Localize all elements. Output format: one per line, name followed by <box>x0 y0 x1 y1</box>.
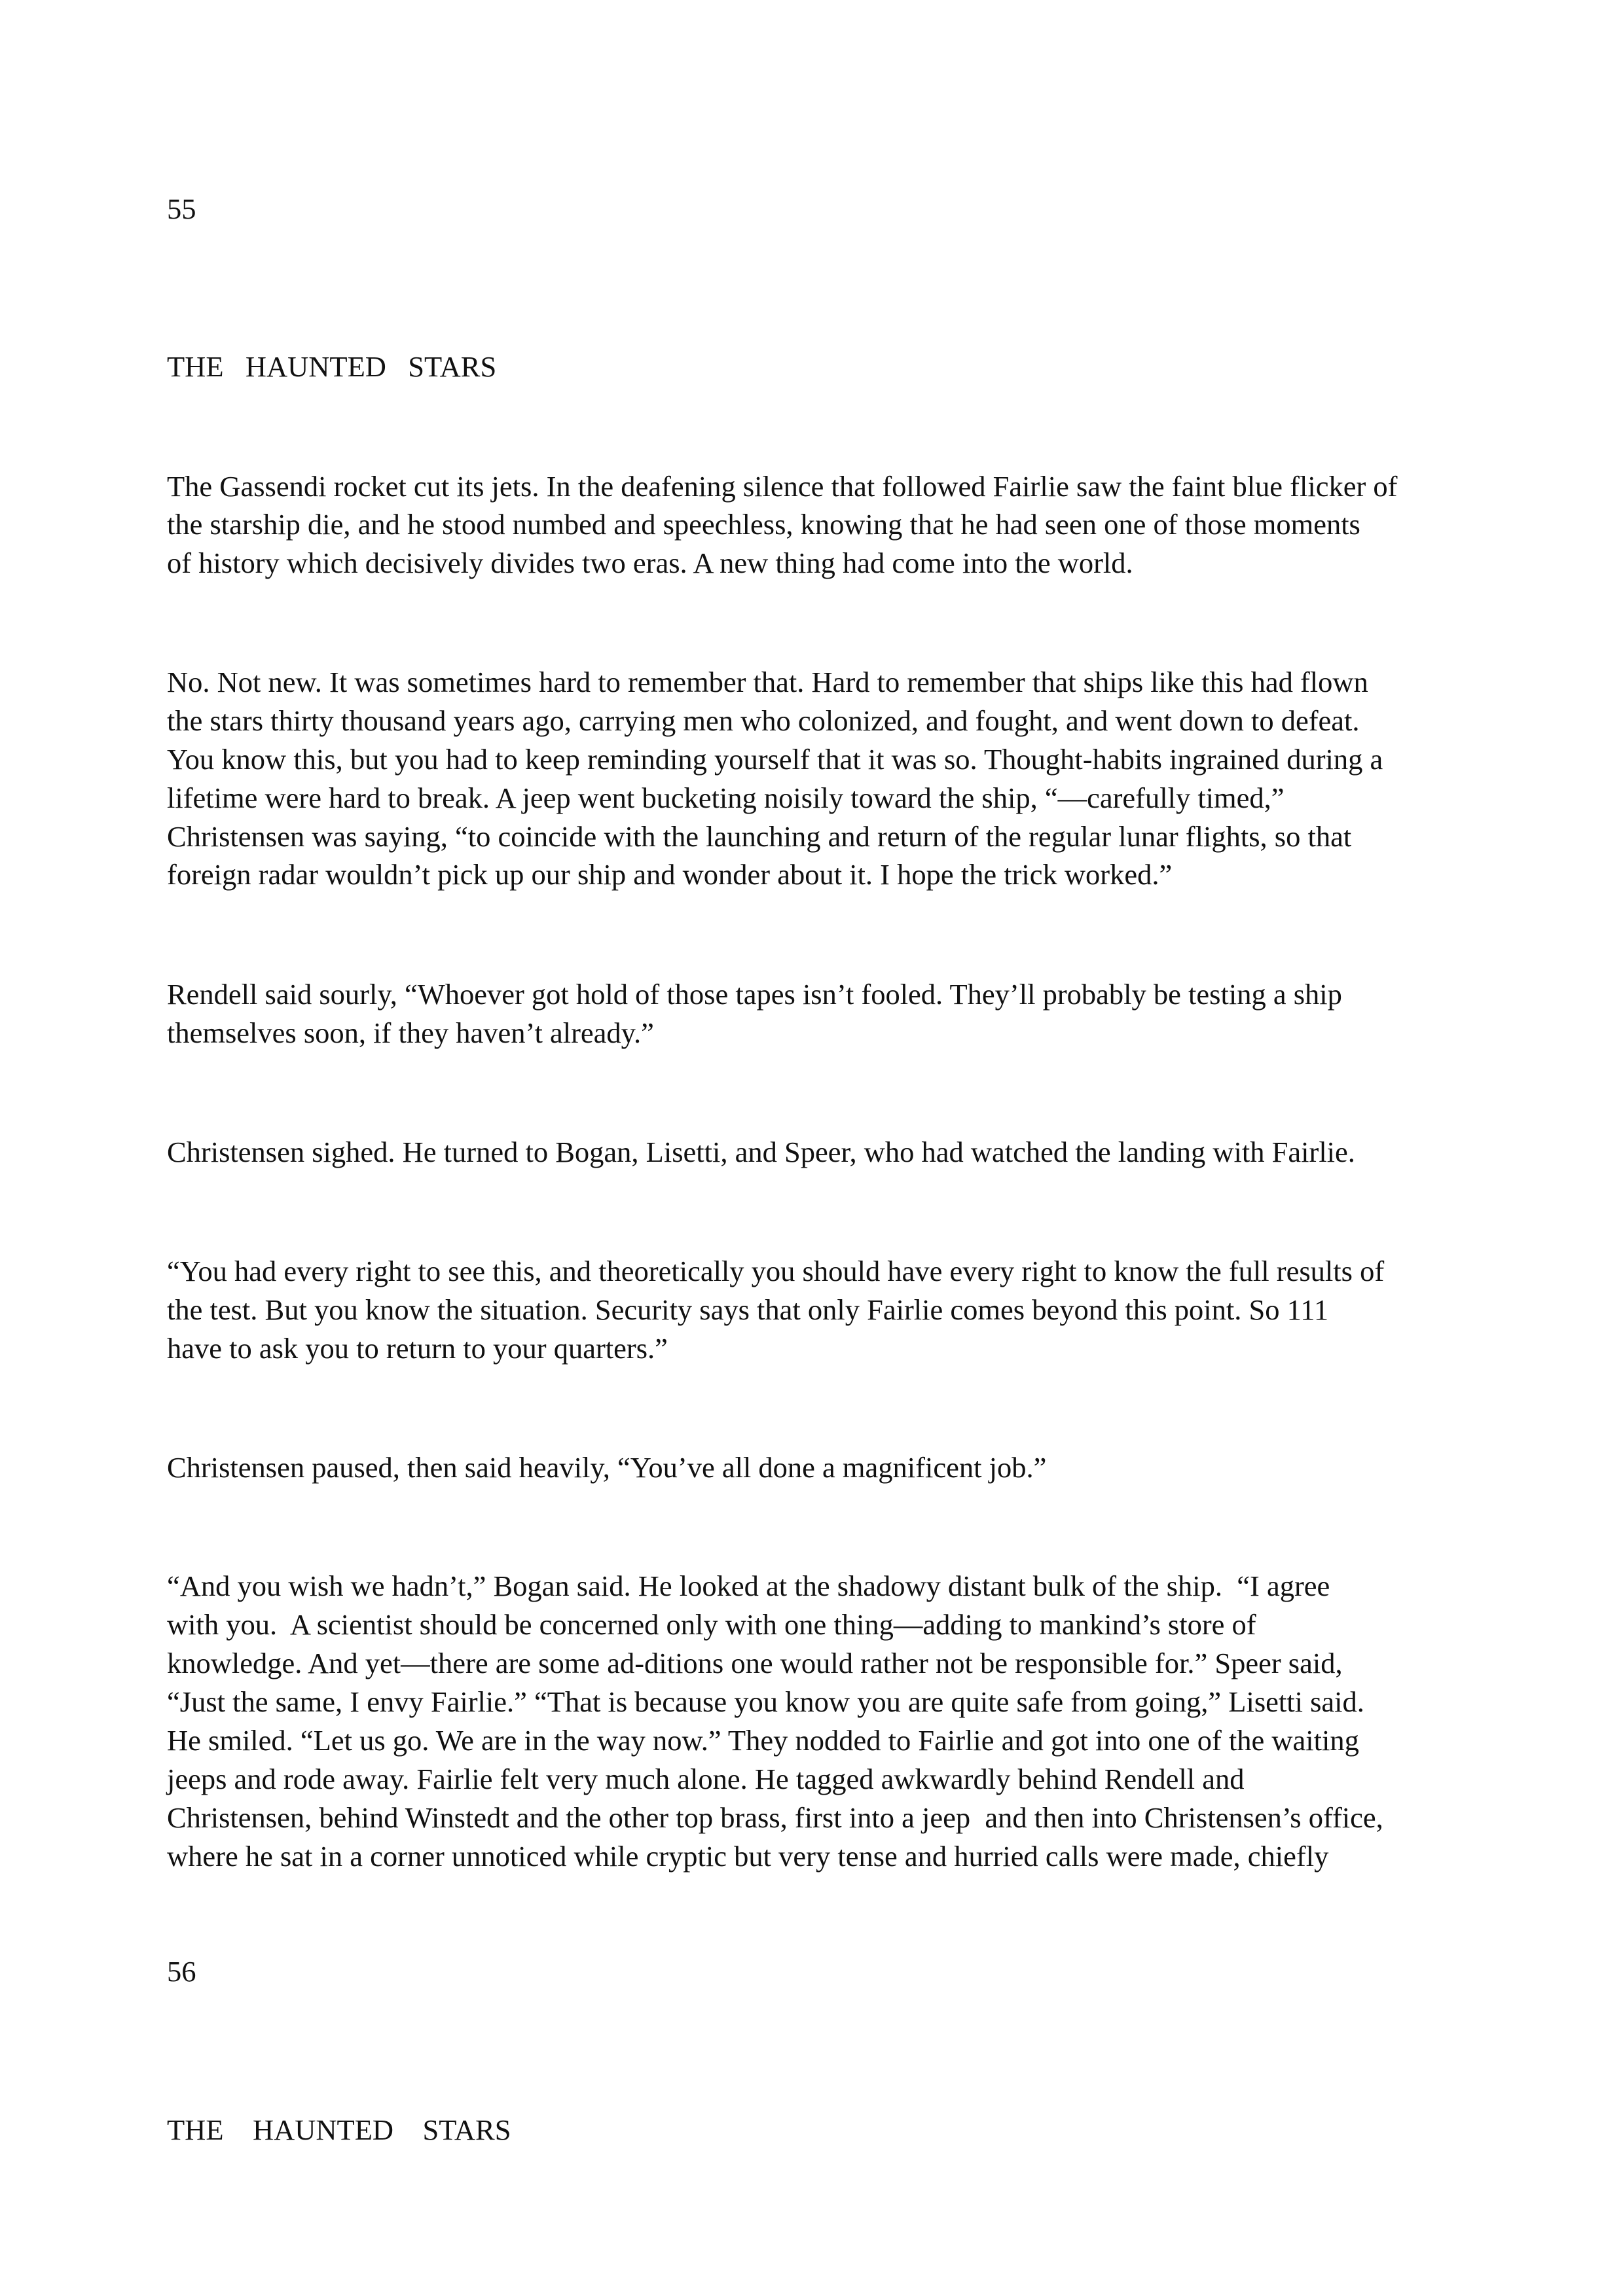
running-head-top: THE HAUNTED STARS <box>167 350 497 383</box>
paragraph-line: Christensen, behind Winstedt and the other top brass, first into a jeep and then into Christensen’s office, <box>167 1801 1383 1834</box>
paragraph-line: foreign radar wouldn’t pick up our ship and wonder about it. I hope the trick worked.” <box>167 858 1173 891</box>
paragraph-line: Christensen sighed. He turned to Bogan, Lisetti, and Speer, who had watched the landing with Fairlie. <box>167 1136 1355 1168</box>
paragraph-line: with you. A scientist should be concerned only with one thing—adding to mankind’s store of <box>167 1608 1256 1641</box>
paragraph-line: of history which decisively divides two eras. A new thing had come into the world. <box>167 547 1133 579</box>
paragraph-line: lifetime were hard to break. A jeep went bucketing noisily toward the ship, “—carefully timed,” <box>167 781 1285 814</box>
running-head-bottom: THE HAUNTED STARS <box>167 2113 511 2146</box>
page-number-top: 55 <box>167 192 196 225</box>
paragraph-line: He smiled. “Let us go. We are in the way now.” They nodded to Fairlie and got into one of the waiting <box>167 1724 1359 1757</box>
paragraph-line: “Just the same, I envy Fairlie.” “That is because you know you are quite safe from going,” Lisetti said. <box>167 1685 1364 1718</box>
paragraph-line: The Gassendi rocket cut its jets. In the deafening silence that followed Fairlie saw the faint blue flicker of <box>167 470 1398 503</box>
paragraph-line: have to ask you to return to your quarters.” <box>167 1332 668 1365</box>
paragraph-line: No. Not new. It was sometimes hard to remember that. Hard to remember that ships like this had flown <box>167 666 1368 698</box>
paragraph-line: the test. But you know the situation. Security says that only Fairlie comes beyond this point. So 111 <box>167 1293 1329 1326</box>
paragraph-line: the stars thirty thousand years ago, carrying men who colonized, and fought, and went down to defeat. <box>167 704 1360 737</box>
paragraph-line: jeeps and rode away. Fairlie felt very much alone. He tagged awkwardly behind Rendell and <box>167 1763 1245 1795</box>
page-number-bottom: 56 <box>167 1955 196 1988</box>
paragraph-line: Rendell said sourly, “Whoever got hold of those tapes isn’t fooled. They’ll probably be testing a ship <box>167 978 1342 1011</box>
paragraph-line: themselves soon, if they haven’t already.” <box>167 1016 654 1049</box>
paragraph-line: knowledge. And yet—there are some ad-ditions one would rather not be responsible for.” Speer said, <box>167 1647 1343 1679</box>
paragraph-line: Christensen paused, then said heavily, “You’ve all done a magnificent job.” <box>167 1451 1047 1484</box>
paragraph-line: where he sat in a corner unnoticed while cryptic but very tense and hurried calls were made, chiefly <box>167 1840 1329 1873</box>
paragraph-line: You know this, but you had to keep reminding yourself that it was so. Thought-habits ingrained during a <box>167 743 1383 776</box>
paragraph-line: the starship die, and he stood numbed and speechless, knowing that he had seen one of those moments <box>167 508 1360 541</box>
paragraph-line: Christensen was saying, “to coincide with the launching and return of the regular lunar flights, so that <box>167 820 1352 853</box>
paragraph-line: “You had every right to see this, and theoretically you should have every right to know the full results of <box>167 1255 1385 1287</box>
paragraph-line: “And you wish we hadn’t,” Bogan said. He looked at the shadowy distant bulk of the ship. “I agree <box>167 1570 1330 1602</box>
